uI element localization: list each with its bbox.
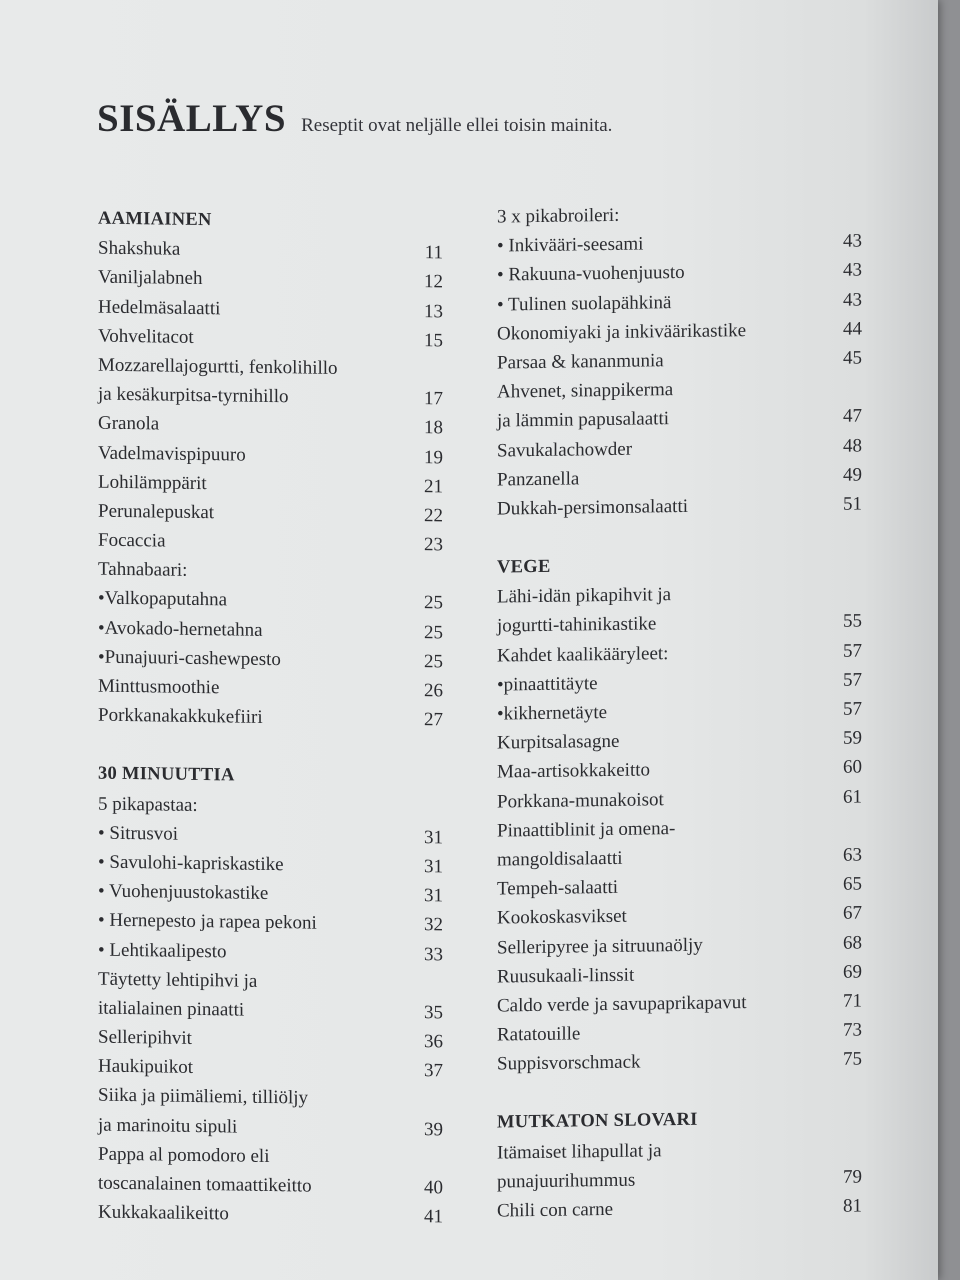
toc-entry-page-number [828, 1133, 862, 1163]
toc-entry-title: Itämaiset lihapullat ja [497, 1139, 662, 1164]
page-subtitle: Reseptit ovat neljälle ellei toisin mainita. [301, 115, 613, 136]
page-header [97, 96, 612, 141]
toc-entry-title: • Vuohenjuustokastike [98, 880, 269, 905]
toc-entry-page-number: 11 [424, 242, 443, 264]
toc-entry-page-number: 63 [843, 844, 862, 866]
toc-section-30-minuuttia [98, 760, 443, 1232]
toc-entry-title: Hedelmäsalaatti [98, 296, 221, 319]
toc-entry [98, 526, 443, 560]
toc-entry-title: Maa-artisokkakeitto [497, 759, 651, 783]
toc-entry-page-number: 57 [843, 640, 862, 662]
toc-entry-page-number: 57 [843, 669, 862, 691]
toc-entry-page-number [409, 355, 443, 385]
toc-entry [98, 789, 443, 823]
toc-entry-title: punajuurihummus [497, 1169, 636, 1193]
toc-entry-page-number: 33 [424, 943, 443, 965]
toc-entry-page-number: 17 [424, 388, 443, 410]
toc-section-continued-0 [497, 197, 862, 523]
toc-entry-page-number: 36 [424, 1031, 443, 1053]
toc-entry [98, 1110, 443, 1144]
toc-entry-title: • Inkivääri-seesami [497, 233, 644, 257]
toc-entry-title: 3 x pikabroileri: [497, 204, 620, 228]
toc-entry-page-number [828, 197, 862, 227]
toc-entry-title: Minttusmoothie [98, 675, 220, 699]
toc-entry [98, 1052, 443, 1086]
toc-entry [98, 613, 443, 647]
toc-entry-page-number: 49 [843, 464, 862, 486]
toc-entry-page-number: 40 [424, 1177, 443, 1199]
toc-entry-title: Porkkanakakkukefiiri [98, 704, 263, 729]
toc-entry-title: Chili con carne [497, 1198, 614, 1222]
section-heading-text: VEGE [497, 556, 551, 578]
toc-entry [98, 1139, 443, 1173]
toc-entry-page-number: 55 [843, 610, 862, 633]
toc-entry-page-number: 32 [424, 914, 443, 936]
toc-entry-page-number: 35 [424, 1002, 443, 1024]
toc-entry-title: •pinaattitäyte [497, 672, 598, 696]
toc-entry-title: Ruusukaali-linssit [497, 964, 635, 988]
section-heading [98, 760, 443, 794]
toc-entry-title: • Savulohi-kapriskastike [98, 851, 284, 876]
toc-entry-title: Vohvelitacot [98, 325, 194, 348]
toc-entry [98, 234, 443, 268]
toc-entry-title: Vaniljalabneh [98, 266, 203, 290]
toc-entry-page-number: 61 [843, 786, 862, 808]
toc-entry-page-number: 15 [424, 329, 443, 352]
toc-entry [98, 380, 443, 414]
toc-entry-title: Kukkakaalikeitto [98, 1201, 229, 1225]
toc-entry-title: Parsaa & kananmunia [497, 350, 664, 374]
toc-entry-title: •Punajuuri-cashewpesto [98, 646, 281, 670]
toc-entry-title: Täytetty lehtipihvi ja [98, 968, 258, 992]
toc-entry-page-number: 37 [424, 1060, 443, 1082]
toc-entry [98, 848, 443, 882]
toc-entry-page-number: 43 [843, 259, 862, 282]
toc-entry-title: Haukipuikot [98, 1055, 193, 1079]
toc-entry-page-number: 18 [424, 417, 443, 439]
toc-entry-title: Lohilämppärit [98, 471, 207, 494]
toc-entry-page-number [409, 793, 443, 823]
toc-entry-title: Ratatouille [497, 1023, 581, 1046]
toc-entry-title: Pappa al pomodoro eli [98, 1143, 270, 1167]
toc-entry-title: • Rakuuna-vuohenjuusto [497, 262, 685, 286]
toc-entry-page-number: 39 [424, 1118, 443, 1141]
toc-entry-title: Kookoskasvikset [497, 906, 627, 929]
toc-entry-title: •Avokado-hernetahna [98, 617, 263, 641]
toc-entry [98, 1169, 443, 1203]
toc-entry-title: jogurtti-tahinikastike [497, 613, 657, 637]
toc-entry [497, 1045, 862, 1079]
toc-entry-title: • Hernepesto ja rapea pekoni [98, 909, 317, 934]
toc-entry-page-number: 67 [843, 902, 862, 925]
toc-entry [98, 584, 443, 618]
toc-section-mutkaton-slovari [497, 1104, 862, 1226]
toc-entry [98, 672, 443, 706]
toc-entry-page-number: 47 [843, 405, 862, 428]
toc-entry-page-number: 31 [424, 826, 443, 849]
toc-entry-title: ja lämmin papusalaatti [497, 408, 670, 432]
toc-entry-page-number: 69 [843, 961, 862, 983]
toc-entry-page-number [409, 559, 443, 589]
toc-entry-page-number: 43 [843, 289, 862, 311]
toc-entry [98, 263, 443, 297]
toc-entry-title: Porkkana-munakoisot [497, 788, 664, 813]
toc-entry-title: Kahdet kaalikääryleet: [497, 642, 669, 667]
toc-entry [98, 1198, 443, 1232]
section-heading-text: 30 MINUUTTIA [98, 763, 235, 786]
toc-entry [98, 292, 443, 326]
section-heading [98, 205, 443, 239]
toc-entry [98, 555, 443, 589]
toc-entry [497, 489, 862, 523]
toc-entry [98, 906, 443, 940]
toc-entry-title: Dukkah-persimonsalaatti [497, 495, 689, 520]
toc-entry-title: Lähi-idän pikapihvit ja [497, 584, 672, 608]
toc-entry-page-number: 25 [424, 621, 443, 644]
toc-entry-title: ja kesäkurpitsa-tyrnihillo [98, 383, 289, 408]
toc-entry-title: • Tulinen suolapähkinä [497, 291, 672, 316]
toc-entry-title: mangoldisalaatti [497, 847, 623, 871]
toc-entry-page-number [828, 811, 862, 841]
toc-entry-page-number: 31 [424, 856, 443, 878]
toc-entry [98, 993, 443, 1027]
toc-entry-page-number: 25 [424, 592, 443, 614]
toc-entry-page-number [409, 969, 443, 999]
toc-entry [98, 701, 443, 735]
toc-entry-page-number: 79 [843, 1166, 862, 1188]
toc-entry [98, 877, 443, 911]
toc-entry [98, 964, 443, 998]
toc-entry [98, 496, 443, 530]
toc-section-aamiainen [98, 205, 443, 735]
toc-entry-page-number: 73 [843, 1019, 862, 1041]
section-heading-text: AAMIAINEN [98, 208, 212, 231]
toc-entry-page-number [828, 578, 862, 608]
page-title: SISÄLLYS [97, 97, 287, 140]
toc-entry-title: Kurpitsalasagne [497, 731, 620, 754]
toc-entry-page-number: 31 [424, 885, 443, 907]
toc-entry-page-number: 27 [424, 709, 443, 731]
toc-entry-page-number: 60 [843, 756, 862, 779]
toc-entry-title: •Valkopaputahna [98, 588, 228, 611]
toc-entry-page-number: 48 [843, 434, 862, 457]
toc-entry-title: Selleripihvit [98, 1026, 192, 1049]
toc-entry-page-number: 43 [843, 230, 862, 252]
toc-entry-page-number: 22 [424, 505, 443, 527]
toc-entry [98, 642, 443, 676]
toc-entry-page-number: 51 [843, 493, 862, 515]
toc-entry-title: Shakshuka [98, 237, 181, 260]
toc-entry [98, 438, 443, 472]
toc-entry-title: Perunalepuskat [98, 500, 215, 524]
toc-entry-title: 5 pikapastaa: [98, 793, 198, 816]
toc-entry-page-number: 81 [843, 1195, 862, 1217]
toc-entry-page-number: 57 [843, 698, 862, 720]
toc-entry-title: Pinaattiblinit ja omena- [497, 817, 676, 842]
toc-entry-title: italialainen pinaatti [98, 997, 245, 1021]
toc-entry-page-number: 71 [843, 990, 862, 1012]
toc-entry [98, 1081, 443, 1115]
toc-entry-title: Granola [98, 412, 160, 435]
toc-entry-title: Okonomiyaki ja inkiväärikastike [497, 319, 747, 345]
toc-entry-title: •kikhernetäyte [497, 702, 608, 725]
toc-entry-title: Tempeh-salaatti [497, 876, 619, 900]
toc-entry-page-number: 13 [424, 300, 443, 322]
toc-entry-title: Tahnabaari: [98, 558, 188, 582]
toc-entry [98, 409, 443, 443]
toc-entry [98, 351, 443, 385]
toc-entry-page-number: 44 [843, 318, 862, 340]
toc-entry-page-number [409, 1144, 443, 1174]
toc-left-column [98, 205, 443, 1262]
toc-entry-title: Savukalachowder [497, 438, 633, 462]
toc-entry-title: • Sitrusvoi [98, 822, 179, 845]
section-heading-text: MUTKATON SLOVARI [497, 1110, 698, 1133]
toc-entry-page-number: 65 [843, 873, 862, 895]
toc-entry-title: Focaccia [98, 529, 166, 552]
toc-entry-page-number: 59 [843, 727, 862, 749]
toc-entry-title: Suppisvorschmack [497, 1051, 641, 1075]
toc-entry-page-number: 45 [843, 347, 862, 369]
toc-entry-page-number: 19 [424, 446, 443, 468]
toc-entry-page-number: 68 [843, 931, 862, 954]
toc-entry-page-number: 12 [424, 271, 443, 293]
toc-entry-title: Mozzarellajogurtti, fenkolihillo [98, 354, 338, 379]
toc-entry-title: Ahvenet, sinappikerma [497, 379, 674, 403]
toc-entry-title: Selleripyree ja sitruunaöljy [497, 934, 703, 959]
toc-entry-title: Siika ja piimäliemi, tilliöljy [98, 1085, 309, 1109]
toc-entry-page-number [409, 1085, 443, 1115]
toc-entry-title: Panzanella [497, 468, 580, 491]
toc-entry-page-number: 23 [424, 534, 443, 556]
toc-entry-title: toscanalainen tomaattikeitto [98, 1172, 312, 1197]
toc-entry [98, 935, 443, 969]
toc-entry [98, 818, 443, 852]
toc-entry [497, 1191, 862, 1225]
toc-entry-page-number: 21 [424, 475, 443, 498]
toc-entry-page-number: 41 [424, 1206, 443, 1228]
toc-section-vege [497, 549, 862, 1079]
toc-entry-title: Vadelmavispipuuro [98, 442, 246, 466]
toc-entry-title: Caldo verde ja savupaprikapavut [497, 991, 747, 1017]
toc-entry-page-number [828, 373, 862, 403]
toc-entry [98, 467, 443, 501]
toc-entry-page-number: 25 [424, 650, 443, 673]
toc-entry [98, 321, 443, 355]
toc-entry-title: • Lehtikaalipesto [98, 939, 227, 962]
toc-entry [98, 1023, 443, 1057]
toc-right-column [497, 197, 862, 1255]
toc-entry-page-number: 26 [424, 680, 443, 702]
toc-entry-title: ja marinoitu sipuli [98, 1114, 238, 1138]
toc-entry-page-number: 75 [843, 1048, 862, 1070]
